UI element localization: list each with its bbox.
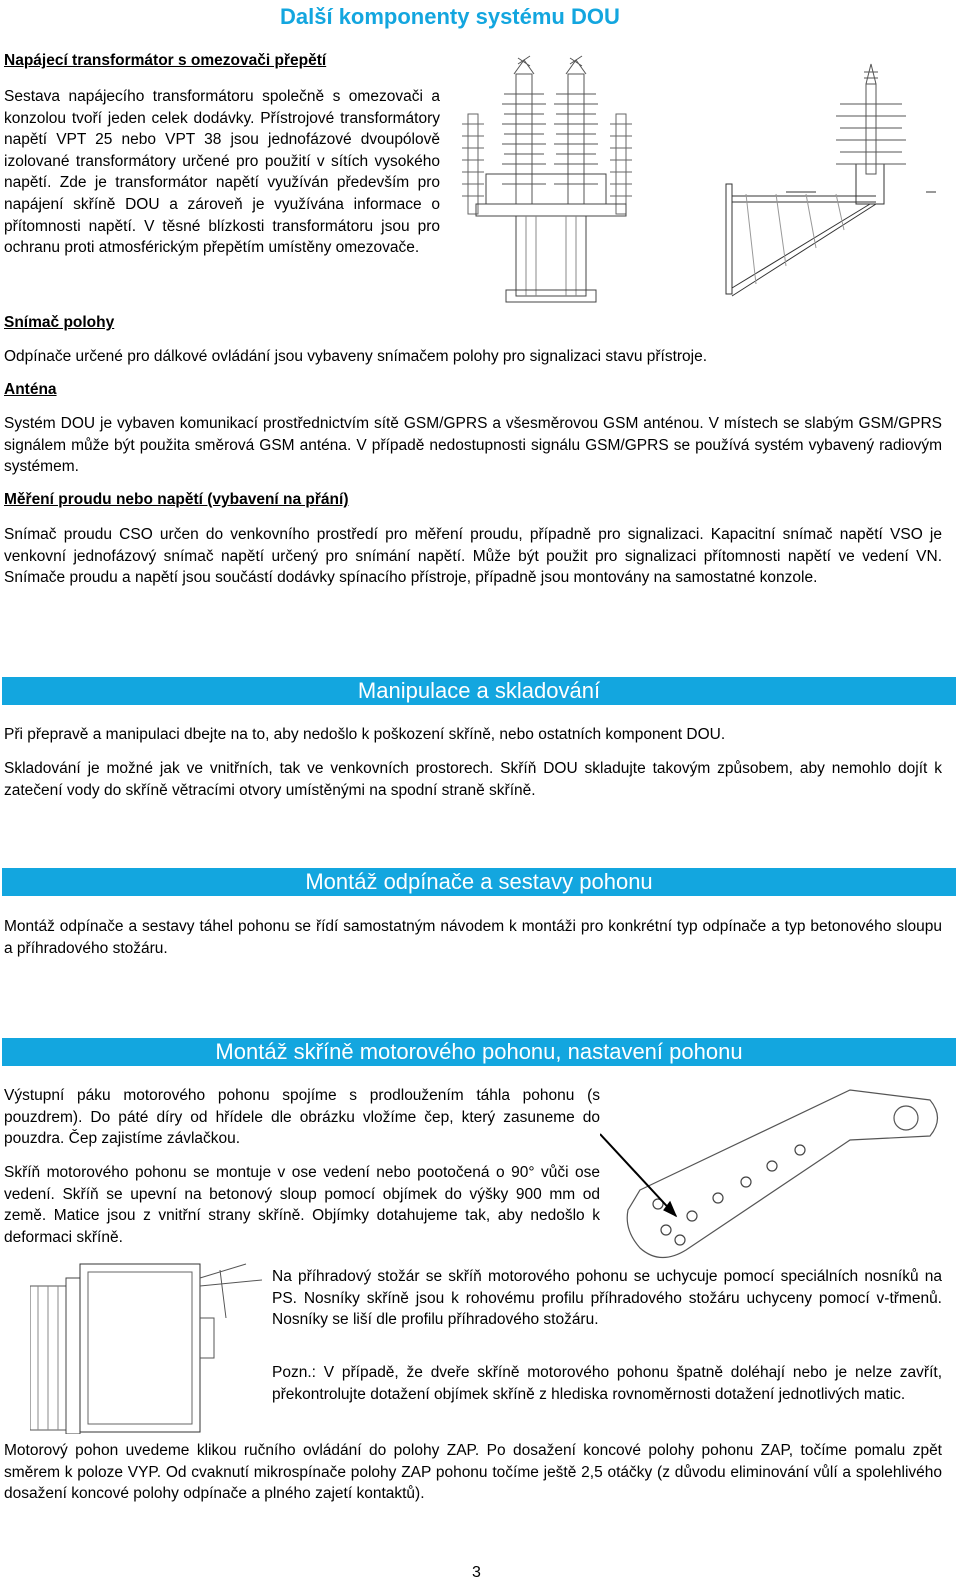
right-bracket-unit	[726, 64, 936, 296]
handling-paragraph-2: Skladování je možné jak ve vnitřních, tak ve venkovních prostorech. Skříň DOU skladujte takovým způsobem, aby nemohlo dojít k zatečení vody do skříně větracími otvory umístěnými na spodní straně skříně.	[4, 760, 942, 799]
sensor-text: Odpínače určené pro dálkové ovládání jsou vybaveny snímačem polohy pro signalizaci stavu přístroje.	[4, 348, 708, 365]
measurement-heading: Měření proudu nebo napětí (vybavení na přání)	[4, 491, 349, 508]
cabinet-paragraph-4: Pozn.: V případě, že dveře skříně motorového pohonu špatně doléhají nebo je nelze zavřít, překontrolujte dotažení objímek skříně z hlediska rovnoměrnosti dotažení jednotlivých matic.	[272, 1364, 942, 1403]
cabinet-section-bar	[2, 1038, 956, 1066]
mounting-section-bar	[2, 868, 956, 896]
page-title: Další komponenty systému DOU	[280, 4, 620, 29]
cabinet-paragraph-2: Skříň motorového pohonu se montuje v ose vedení nebo pootočená o 90° vůči ose vedení. Skříň se upevní na betonový sloup pomocí objímek do výšky 900 mm od země. Matice jsou z vnitřní strany skříně. Objímky dotahujeme tak, aby nedošlo k deformaci skříně.	[4, 1164, 600, 1246]
transformer-text: Sestava napájecího transformátoru společně s omezovači a konzolou tvoří jeden celek dodávky. Přístrojové transformátory napětí VPT 25 nebo VPT 38 jsou jednofázové dvoupólově izolované transformátory určené pro použití v sítích vysokého napětí. Zde je transformátor napětí využíván především pro napájení skříně DOU a zároveň je využívána informace o přítomnosti napětí. V těsné blízkosti transformátoru jsou pro ochranu proti atmosférickým přepětím umístěny omezovače.	[4, 88, 440, 257]
antenna-heading: Anténa	[4, 381, 57, 398]
transformer-heading: Napájecí transformátor s omezovači přepětí	[4, 52, 327, 69]
mounting-paragraph-1: Montáž odpínače a sestavy táhel pohonu se řídí samostatným návodem k montáži pro konkrétní typ odpínače a typ betonového sloupu a příhradového stožáru.	[4, 918, 942, 957]
left-transformer-unit	[462, 56, 632, 302]
page-number: 3	[472, 1564, 481, 1581]
handling-section-bar	[2, 677, 956, 705]
antenna-text: Systém DOU je vybaven komunikací prostřednictvím sítě GSM/GPRS a všesměrovou GSM anténou. V místech se slabým GSM/GPRS signálem může být použita směrová GSM anténa. V případě nedostupnosti signálu GSM/GPRS se používá systém vybavený radiovým systémem.	[4, 415, 942, 476]
measurement-text: Snímač proudu CSO určen do venkovního prostředí pro měření proudu, případně pro signalizaci. Kapacitní snímač napětí VSO je venkovní jednofázový snímač napětí určený pro snímání napětí. Může být použit pro signalizaci přítomnosti napětí ve vedení VN. Snímače proudu a napětí jsou součástí dodávky spínacího přístroje, případně jsou montovány na samostatné konzole.	[4, 526, 942, 587]
handling-bar-title: Manipulace a skladování	[357, 678, 601, 703]
cabinet-paragraph-3: Na příhradový stožár se skříň motorového pohonu se uchycuje pomocí speciálních nosníků na PS. Nosníky skříně jsou k rohovému profilu příhradového stožáru uchyceny pomocí v-třmenů. Nosníky se liší dle profilu příhradového stožáru.	[272, 1268, 942, 1329]
handling-paragraph-1: Při přepravě a manipulaci dbejte na to, aby nedošlo k poškození skříně, nebo ostatních komponent DOU.	[4, 726, 726, 743]
mounting-bar-title: Montáž odpínače a sestavy pohonu	[305, 869, 653, 894]
sensor-heading: Snímač polohy	[4, 314, 115, 331]
cabinet-paragraph-1: Výstupní páku motorového pohonu spojíme s prodloužením táhla pohonu (s pouzdrem). Do páté díry od hřídele dle obrázku vložíme čep, který zasuneme do pouzdra. Čep zajistíme závlačkou.	[4, 1087, 600, 1148]
lever-drawing	[600, 1070, 956, 1270]
transformer-drawing	[456, 44, 952, 314]
cabinet-bar-title: Montáž skříně motorového pohonu, nastavení pohonu	[215, 1039, 743, 1064]
cabinet-paragraph-5: Motorový pohon uvedeme klikou ručního ovládání do polohy ZAP. Po dosažení koncové polohy pohonu ZAP, točíme pomalu zpět směrem k poloze VYP. Od cvaknutí mikrospínače polohy ZAP pohonu točíme ještě 2,5 otáčky (z důvodu eliminování vůlí a spolehlivého dosažení koncové polohy odpínače a plného zajetí kontaktů).	[4, 1442, 942, 1503]
cabinet-drawing	[30, 1258, 262, 1434]
